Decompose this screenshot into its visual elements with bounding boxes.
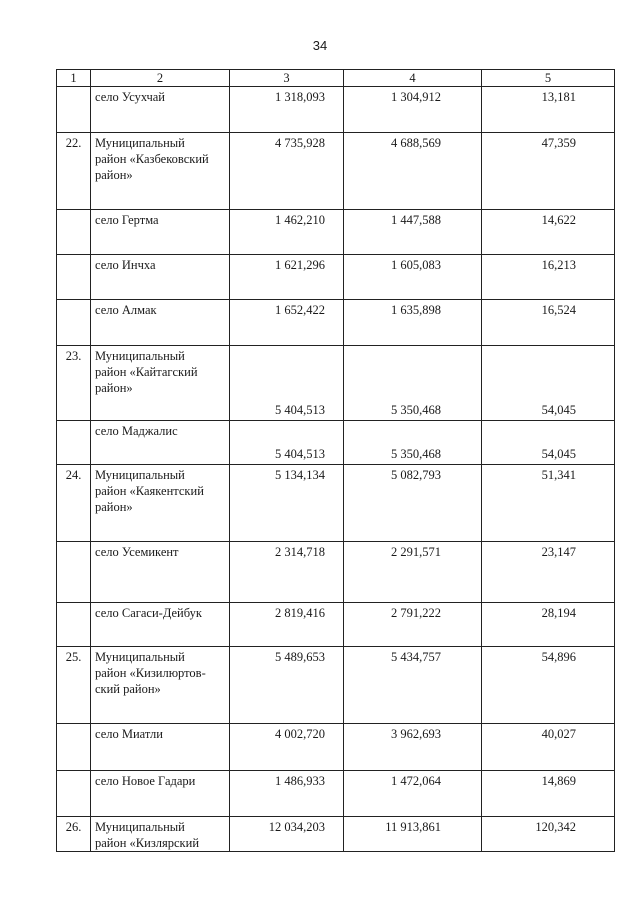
row-name: село Инчха	[91, 255, 230, 300]
row-col-3: 1 621,296	[230, 255, 344, 300]
row-col-5: 54,045	[482, 421, 615, 465]
row-number: 26.	[57, 817, 91, 852]
row-col-3: 5 489,653	[230, 647, 344, 724]
row-col-3: 4 735,928	[230, 133, 344, 210]
row-name: Муниципальный район «Каякентский район»	[91, 465, 230, 542]
row-number: 24.	[57, 465, 91, 542]
row-col-4: 2 291,571	[344, 542, 482, 603]
row-col-5: 54,045	[482, 346, 615, 421]
row-col-4: 3 962,693	[344, 724, 482, 771]
row-name: село Новое Гадари	[91, 771, 230, 817]
row-col-5: 51,341	[482, 465, 615, 542]
row-number	[57, 87, 91, 133]
row-col-4: 1 472,064	[344, 771, 482, 817]
row-name: село Маджалис	[91, 421, 230, 465]
row-col-3: 1 486,933	[230, 771, 344, 817]
row-name: село Гертма	[91, 210, 230, 255]
page-number: 34	[312, 38, 328, 53]
table-row	[57, 647, 615, 724]
row-number	[57, 210, 91, 255]
row-number: 23.	[57, 346, 91, 421]
row-name: село Усухчай	[91, 87, 230, 133]
table-row	[57, 346, 615, 421]
row-col-3: 1 652,422	[230, 300, 344, 346]
table-row	[57, 133, 615, 210]
row-col-4: 1 605,083	[344, 255, 482, 300]
table-row	[57, 87, 615, 133]
row-col-5: 14,869	[482, 771, 615, 817]
row-col-4: 5 350,468	[344, 421, 482, 465]
row-col-3: 12 034,203	[230, 817, 344, 852]
row-col-5: 14,622	[482, 210, 615, 255]
row-col-3: 5 134,134	[230, 465, 344, 542]
table-row	[57, 771, 615, 817]
row-col-5: 47,359	[482, 133, 615, 210]
row-number: 22.	[57, 133, 91, 210]
row-name: село Миатли	[91, 724, 230, 771]
row-number	[57, 771, 91, 817]
row-col-3: 5 404,513	[230, 346, 344, 421]
row-col-4: 1 635,898	[344, 300, 482, 346]
row-number	[57, 724, 91, 771]
row-col-4: 1 447,588	[344, 210, 482, 255]
row-col-4: 4 688,569	[344, 133, 482, 210]
row-col-5: 120,342	[482, 817, 615, 852]
row-col-3: 4 002,720	[230, 724, 344, 771]
row-col-3: 5 404,513	[230, 421, 344, 465]
row-col-4: 11 913,861	[344, 817, 482, 852]
table-row	[57, 465, 615, 542]
header-col-4: 4	[344, 70, 482, 87]
table-row	[57, 255, 615, 300]
header-col-5: 5	[482, 70, 615, 87]
row-name: Муниципальный район «Кизилюртов- ский район»	[91, 647, 230, 724]
row-col-5: 28,194	[482, 603, 615, 647]
row-number	[57, 603, 91, 647]
data-table	[56, 69, 615, 852]
row-col-5: 40,027	[482, 724, 615, 771]
row-col-5: 13,181	[482, 87, 615, 133]
row-col-3: 1 318,093	[230, 87, 344, 133]
row-col-4: 5 350,468	[344, 346, 482, 421]
row-name: Муниципальный район «Кайтагский район»	[91, 346, 230, 421]
row-col-3: 1 462,210	[230, 210, 344, 255]
row-name: село Усемикент	[91, 542, 230, 603]
header-row	[57, 70, 615, 87]
row-number: 25.	[57, 647, 91, 724]
header-col-2: 2	[91, 70, 230, 87]
row-col-4: 1 304,912	[344, 87, 482, 133]
table-row	[57, 300, 615, 346]
row-col-3: 2 314,718	[230, 542, 344, 603]
row-col-4: 5 434,757	[344, 647, 482, 724]
table-row	[57, 817, 615, 852]
row-col-3: 2 819,416	[230, 603, 344, 647]
row-number	[57, 300, 91, 346]
header-col-3: 3	[230, 70, 344, 87]
row-name: Муниципальный район «Казбековский район»	[91, 133, 230, 210]
row-col-4: 2 791,222	[344, 603, 482, 647]
row-number	[57, 255, 91, 300]
row-name: село Алмак	[91, 300, 230, 346]
row-number	[57, 421, 91, 465]
row-name: Муниципальный район «Кизлярский	[91, 817, 230, 852]
row-col-5: 16,213	[482, 255, 615, 300]
table-row	[57, 421, 615, 465]
table-row	[57, 210, 615, 255]
row-name: село Сагаси-Дейбук	[91, 603, 230, 647]
header-col-1: 1	[57, 70, 91, 87]
table-row	[57, 542, 615, 603]
row-col-5: 54,896	[482, 647, 615, 724]
table-row	[57, 603, 615, 647]
table-row	[57, 724, 615, 771]
row-col-5: 23,147	[482, 542, 615, 603]
row-col-5: 16,524	[482, 300, 615, 346]
row-col-4: 5 082,793	[344, 465, 482, 542]
row-number	[57, 542, 91, 603]
